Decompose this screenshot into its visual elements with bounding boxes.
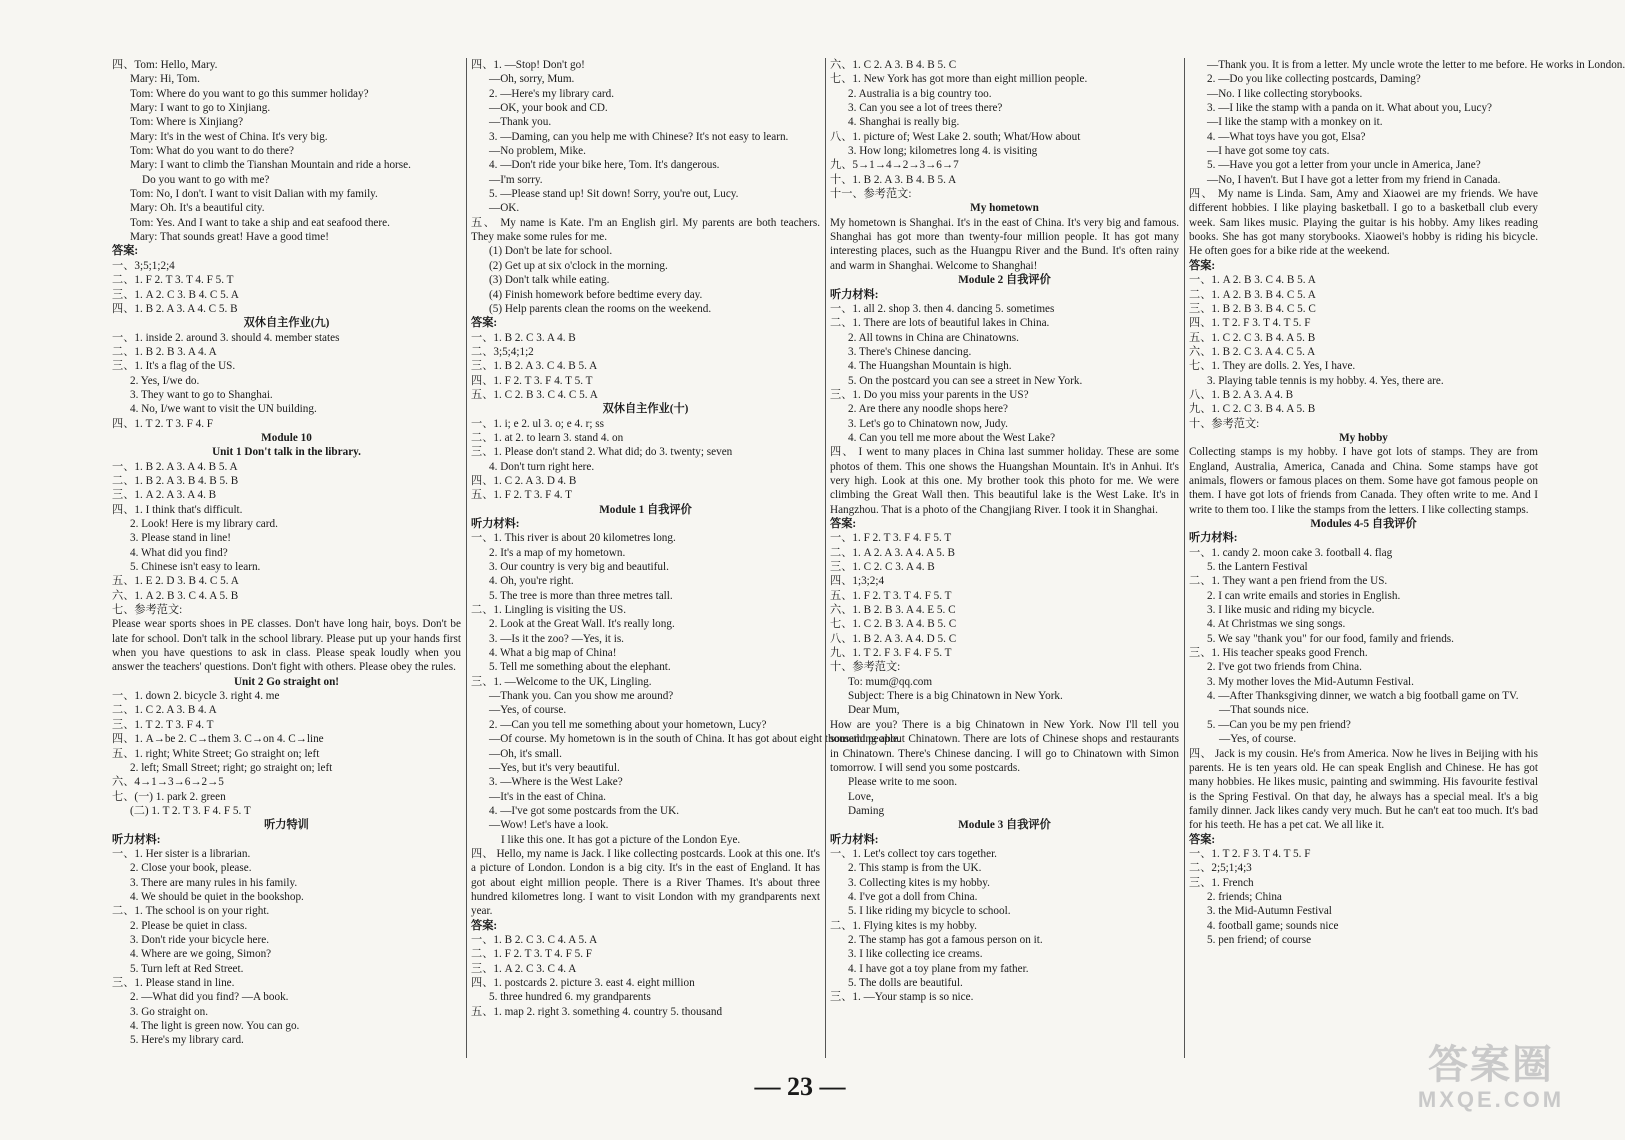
section-heading: 双休自主作业(十) [602, 403, 689, 416]
text-line: 三、1. A 2. A 3. A 4. B [112, 489, 217, 502]
text-line: Mary: Hi, Tom. [130, 73, 200, 86]
text-line: Love, [848, 790, 874, 803]
section-heading: Modules 4-5 自我评价 [1310, 518, 1417, 530]
text-line: 十一、参考范文: [830, 188, 912, 201]
text-line: 五、1. F 2. T 3. T 4. F 5. T [830, 589, 952, 602]
text-line: 4. —After Thanksgiving dinner, we watch a big football game on TV. [1207, 690, 1519, 703]
text-line: 4. I've got a doll from China. [848, 890, 978, 903]
text-line: 二、1. They want a pen friend from the US. [1189, 575, 1388, 588]
text-line: 2. Look at the Great Wall. It's really long. [489, 618, 675, 631]
text-line: 5. Tell me something about the elephant. [489, 661, 671, 674]
text-line: 4. football game; sounds nice [1207, 919, 1339, 932]
text-line: How are you? There is a big Chinatown in New York. Now I'll tell you something about Chinatown. There are lots of Chinese shops and restaurants in Chinatown. There's Chinese dancing. I will go to Chinatown with Simon tomorrow. I will send you some postcards. [830, 718, 1179, 774]
text-line: 答案: [1189, 259, 1216, 272]
columns [112, 58, 1625, 1068]
text-line: 五、1. right; White Street; Go straight on; left [112, 747, 320, 760]
section-heading: My hobby [1339, 431, 1388, 444]
text-line: —Yes, of course. [1219, 733, 1297, 746]
text-line: 三、1. Please stand in line. [112, 977, 235, 989]
text-line: —Of course. My hometown is in the south of China. It has got about eight thousand people. [489, 733, 901, 746]
text-line: Dear Mum, [848, 704, 900, 717]
text-line: 二、3;5;4;1;2 [471, 345, 534, 358]
text-line: 四、1. postcards 2. picture 3. east 4. eight million [471, 977, 695, 989]
watermark-top: 答案圈 [1428, 1043, 1554, 1087]
text-line: 十、参考范文: [1189, 417, 1260, 430]
text-line: 4. Can you tell me more about the West Lake? [848, 431, 1056, 444]
text-line: 4. No, I/we want to visit the UN building. [130, 403, 317, 416]
text-line: 答案: [1189, 833, 1216, 846]
text-line: 二、1. A 2. A 3. A 4. A 5. B [830, 546, 955, 559]
text-line: Tom: Yes. And I want to take a ship and eat seafood there. [130, 216, 390, 229]
section-heading: 听力特训 [264, 819, 309, 832]
text-line: —I have got some toy cats. [1207, 145, 1330, 158]
text-line: 2. All towns in China are Chinatowns. [848, 331, 1019, 344]
text-line: 七、1. C 2. B 3. A 4. B 5. C [830, 618, 957, 631]
text-line: 3. —Is it the zoo? —Yes, it is. [489, 632, 624, 645]
text-line: Mary: That sounds great! Have a good time! [130, 231, 329, 244]
text-line: 一、1. Her sister is a librarian. [112, 847, 251, 860]
text-line: 二、1. Lingling is visiting the US. [471, 604, 627, 617]
text-line: —Yes, but it's very beautiful. [489, 761, 620, 774]
text-line: 2. Are there any noodle shops here? [848, 403, 1008, 416]
text-line: 五、1. E 2. D 3. B 4. C 5. A [112, 575, 239, 588]
text-line: I like this one. It has got a picture of the London Eye. [501, 833, 741, 846]
text-line: 五、 My name is Kate. I'm an English girl. My parents are both teachers. They make some rules for me. [471, 216, 820, 244]
text-line: 2. I've got two friends from China. [1207, 661, 1362, 674]
text-line: 2. I can write emails and stories in English. [1207, 589, 1401, 602]
text-line: 3. Our country is very big and beautiful. [489, 561, 669, 574]
text-line: 4. What did you find? [130, 546, 228, 559]
text-line: —Wow! Let's have a look. [489, 819, 609, 832]
text-line: 3. There's Chinese dancing. [848, 345, 972, 358]
text-line: 四、1. B 2. A 3. A 4. C 5. B [112, 302, 238, 315]
text-line: 3. Playing table tennis is my hobby. 4. Yes, there are. [1207, 374, 1444, 387]
text-line: 3. There are many rules in his family. [130, 876, 298, 889]
text-line: 二、1. There are lots of beautiful lakes in China. [830, 317, 1050, 330]
text-line: 2. Yes, I/we do. [130, 374, 200, 387]
column-1 [112, 58, 461, 1068]
text-line: 2. —Do you like collecting postcards, Daming? [1207, 73, 1421, 86]
text-line: 一、1. F 2. T 3. F 4. F 5. T [830, 532, 952, 545]
text-line: 听力材料: [471, 518, 520, 530]
text-line: 四、 I went to many places in China last summer holiday. These are some photos of them. This one shows the Huangshan Mountain. It's in Anhui. It's very high. Look at this one. My brother took this photo for me. We were climbing the Great Wall then. This beautiful lake is the West Lake. It's in Hangzhou. That is a photo of the Changjiang River. I took it in Shanghai. [830, 446, 1179, 516]
text-line: 九、5→1→4→2→3→6→7 [830, 159, 959, 172]
text-line: 二、1. B 2. A 3. B 4. B 5. B [112, 474, 239, 487]
text-line: 4. —I've got some postcards from the UK. [489, 804, 679, 817]
text-line: Mary: Oh. It's a beautiful city. [130, 202, 265, 215]
text-line: 四、1. A→be 2. C→them 3. C→on 4. C→line [112, 733, 324, 746]
text-line: —It's in the east of China. [489, 790, 606, 803]
text-line: 2. left; Small Street; right; go straight on; left [130, 761, 333, 774]
text-line: 5. pen friend; of course [1207, 933, 1312, 946]
text-line: 听力材料: [830, 833, 879, 846]
text-line: 四、1. C 2. A 3. D 4. B [471, 474, 577, 487]
text-line: 九、1. C 2. C 3. B 4. A 5. B [1189, 403, 1316, 416]
text-line: 5. the Lantern Festival [1207, 561, 1308, 574]
text-line: 一、1. This river is about 20 kilometres long. [471, 532, 676, 545]
text-line: (1) Don't be late for school. [489, 245, 613, 258]
text-line: 六、4→1→3→6→2→5 [112, 776, 224, 789]
text-line: 二、1. A 2. B 3. B 4. C 5. A [1189, 288, 1316, 301]
text-line: 四、1. T 2. T 3. F 4. F [112, 417, 214, 430]
text-line: 七、1. New York has got more than eight million people. [830, 73, 1088, 86]
watermark-bottom: MXQE.COM [1417, 1087, 1565, 1112]
text-line: 三、1. A 2. C 3. B 4. C 5. A [112, 288, 239, 301]
text-line: 二、1. B 2. B 3. A 4. A [112, 345, 217, 358]
text-line: 三、1. Please don't stand 2. What did; do 3. twenty; seven [471, 446, 733, 459]
text-line: 2. The stamp has got a famous person on it. [848, 933, 1043, 946]
text-line: 五、1. C 2. C 3. B 4. A 5. B [1189, 331, 1316, 344]
text-line: 三、1. B 2. B 3. B 4. C 5. C [1189, 302, 1316, 315]
text-line: 八、1. B 2. A 3. A 4. D 5. C [830, 632, 957, 645]
text-line: 十、1. B 2. A 3. B 4. B 5. A [830, 173, 957, 186]
text-line: 三、1. —Your stamp is so nice. [830, 991, 974, 1004]
text-line: 3. I like music and riding my bicycle. [1207, 604, 1375, 617]
text-line: 七、1. They are dolls. 2. Yes, I have. [1189, 360, 1356, 373]
text-line: Please write to me soon. [848, 776, 958, 789]
text-line: 三、1. It's a flag of the US. [112, 360, 236, 373]
text-line: 4. Where are we going, Simon? [130, 948, 272, 961]
text-line: 5. Turn left at Red Street. [130, 962, 244, 975]
text-line: 3. How long; kilometres long 4. is visiting [848, 145, 1038, 158]
section-heading: Module 10 [261, 431, 312, 444]
text-line: 4. Oh, you're right. [489, 575, 574, 588]
text-line: 5. On the postcard you can see a street in New York. [848, 374, 1083, 387]
text-line: 4. Shanghai is really big. [848, 116, 960, 129]
text-line: 3. the Mid-Autumn Festival [1207, 905, 1332, 918]
text-line: 4. We should be quiet in the bookshop. [130, 890, 304, 903]
section-heading: Module 1 自我评价 [599, 503, 692, 516]
text-line: 五、1. map 2. right 3. something 4. country 5. thousand [471, 1005, 723, 1018]
text-line: 5. —Please stand up! Sit down! Sorry, you're out, Lucy. [489, 188, 739, 201]
section-heading: My hometown [970, 202, 1039, 215]
text-line: 二、1. F 2. T 3. T 4. F 5. F [471, 948, 593, 961]
text-line: 四、 Hello, my name is Jack. I like collecting postcards. Look at this one. It's a picture of London. London is a big city. It's in the east of England. It has got about eight million people. There is a River Thames. It's about three hundred kilometres long. I want to visit London with my grandparents next year. [471, 847, 820, 918]
text-line: 2. —What did you find? —A book. [130, 991, 289, 1004]
text-line: Mary: I want to go to Xinjiang. [130, 102, 271, 115]
text-line: 三、1. T 2. T 3. F 4. T [112, 718, 214, 731]
text-line: 八、1. picture of; West Lake 2. south; What/How about [830, 130, 1081, 143]
text-line: 4. Don't turn right here. [489, 460, 595, 473]
text-line: My hometown is Shanghai. It's in the east of China. It's very big and famous. Shanghai has got more than twenty-four million people. It has got many interesting places, such as the Huangpu River and the Bund. It's often rainy and warm in Shanghai. Welcome to Shanghai! [830, 216, 1179, 272]
text-line: 三、1. Do you miss your parents in the US? [830, 388, 1029, 401]
text-line: —No. I like collecting storybooks. [1207, 87, 1363, 100]
text-line: 三、1. His teacher speaks good French. [1189, 647, 1368, 660]
text-line: 3. My mother loves the Mid-Autumn Festival. [1207, 675, 1414, 688]
text-line: 答案: [471, 919, 498, 932]
text-line: 四、Tom: Hello, Mary. [112, 59, 218, 71]
text-line: Tom: What do you want to do there? [130, 145, 294, 158]
text-line: 答案: [471, 317, 498, 330]
text-line: Tom: Where is Xinjiang? [130, 116, 244, 129]
text-line: 5. Here's my library card. [130, 1034, 244, 1047]
text-line: —That sounds nice. [1219, 704, 1309, 717]
text-line: 3. —I like the stamp with a panda on it. What about you, Lucy? [1207, 102, 1493, 115]
text-line: —Yes, of course. [489, 704, 567, 717]
text-line: 2. Australia is a big country too. [848, 87, 992, 100]
column-divider [825, 58, 826, 1058]
text-line: (2) Get up at six o'clock in the morning. [489, 259, 668, 272]
text-line: 三、1. —Welcome to the UK, Lingling. [471, 675, 652, 688]
text-line: 一、3;5;1;2;4 [112, 259, 175, 272]
text-line: 四、 My name is Linda. Sam, Amy and Xiaowei are my friends. We have different hobbies. I like playing basketball. I go to a basketball club every week. Sam likes music. Playing the guitar is his hobby. Amy likes reading books. She has got many storybooks. Xiaowei's hobby is riding his bicycle. He often goes for a bike ride at the weekend. [1189, 188, 1538, 258]
text-line: 3. —Daming, can you help me with Chinese? It's not easy to learn. [489, 130, 789, 143]
text-line: 4. I have got a toy plane from my father. [848, 962, 1029, 975]
text-line: —I'm sorry. [489, 173, 543, 186]
text-line: 一、1. all 2. shop 3. then 4. dancing 5. sometimes [830, 302, 1055, 315]
text-line: 4. —Don't ride your bike here, Tom. It's dangerous. [489, 159, 720, 172]
text-line: To: mum@qq.com [848, 675, 933, 688]
text-line: 听力材料: [112, 833, 161, 846]
text-line: 3. —Where is the West Lake? [489, 776, 623, 789]
text-line: 三、1. B 2. A 3. C 4. B 5. A [471, 360, 598, 373]
text-line: —Thank you. [489, 116, 552, 129]
text-line: 答案: [830, 518, 857, 530]
text-line: 2. Please be quiet in class. [130, 919, 248, 932]
text-line: 3. Please stand in line! [130, 532, 231, 545]
text-line: (3) Don't talk while eating. [489, 274, 610, 287]
text-line: 2. —Here's my library card. [489, 87, 615, 100]
text-line: 二、1. at 2. to learn 3. stand 4. on [471, 431, 624, 444]
text-line: 5. Chinese isn't easy to learn. [130, 561, 261, 574]
page-number: — 23 — [754, 1072, 846, 1101]
text-line: 二、1. The school is on your right. [112, 905, 270, 918]
text-line: 一、1. i; e 2. ul 3. o; e 4. r; ss [471, 417, 604, 430]
section-heading: Unit 1 Don't talk in the library. [212, 446, 361, 459]
column-divider [1184, 58, 1185, 1058]
text-line: —OK, your book and CD. [489, 102, 608, 115]
text-line: 三、1. A 2. C 3. C 4. A [471, 962, 577, 975]
text-line: 答案: [112, 245, 139, 258]
text-line: —Oh, sorry, Mum. [489, 73, 575, 86]
text-line: 2. —Can you tell me something about your hometown, Lucy? [489, 718, 767, 731]
text-line: 一、1. T 2. F 3. T 4. T 5. F [1189, 847, 1311, 860]
text-line: 3. I like collecting ice creams. [848, 948, 983, 961]
text-line: 3. Can you see a lot of trees there? [848, 102, 1003, 115]
column-3 [830, 58, 1179, 1068]
text-line: Mary: I want to climb the Tianshan Mountain and ride a horse. [130, 159, 411, 172]
text-line: 5. —Have you got a letter from your uncle in America, Jane? [1207, 159, 1481, 172]
text-line: 六、1. B 2. C 3. A 4. C 5. A [1189, 345, 1316, 358]
text-line: 二、1. C 2. A 3. B 4. A [112, 704, 217, 717]
text-line: 八、1. B 2. A 3. A 4. B [1189, 388, 1294, 401]
text-line: 一、1. A 2. B 3. C 4. B 5. A [1189, 274, 1316, 287]
text-line: 二、2;5;1;4;3 [1189, 862, 1252, 875]
text-line: 5. The dolls are beautiful. [848, 977, 963, 989]
text-line: Daming [848, 804, 885, 817]
text-line: 3. Let's go to Chinatown now, Judy. [848, 417, 1008, 430]
text-line: —No, I haven't. But I have got a letter from my friend in Canada. [1207, 173, 1501, 186]
text-line: 2. friends; China [1207, 890, 1282, 903]
text-line: —OK. [489, 202, 520, 215]
text-line: 4. At Christmas we sing songs. [1207, 618, 1346, 631]
text-line: 五、1. C 2. B 3. C 4. C 5. A [471, 388, 598, 401]
section-heading: 双休自主作业(九) [243, 317, 330, 330]
text-line: 四、1. F 2. T 3. F 4. T 5. T [471, 374, 593, 387]
text-line: 一、1. B 2. A 3. A 4. B 5. A [112, 460, 238, 473]
text-line: 十、参考范文: [830, 661, 901, 674]
text-line: 五、1. F 2. T 3. F 4. T [471, 489, 573, 502]
text-line: 5. three hundred 6. my grandparents [489, 991, 651, 1004]
text-line: 四、 Jack is my cousin. He's from America. Now he lives in Beijing with his parents. He is ten years old. He can speak English and Chinese. He has got many hobbies. He likes music, painting and swimming. His favourite festival is the Spring Festival. On that day, he always has a special meal. It's a big family dinner. Jack likes candy very much. But he can't eat too much. It's bad for his teeth. He has a pet cat. We all like it. [1189, 747, 1538, 832]
text-line: 四、1. I think that's difficult. [112, 503, 243, 516]
text-line: —Oh, it's small. [489, 747, 562, 760]
text-line: 一、1. B 2. C 3. A 4. B [471, 331, 576, 344]
text-line: Tom: Where do you want to go this summer holiday? [130, 87, 369, 100]
text-line: —Thank you. It is from a letter. My uncle wrote the letter to me before. He works in London. [1207, 59, 1625, 71]
text-line: 一、1. candy 2. moon cake 3. football 4. flag [1189, 546, 1393, 559]
text-line: 一、1. B 2. C 3. C 4. A 5. A [471, 933, 598, 946]
text-line: 5. I like riding my bicycle to school. [848, 905, 1011, 918]
text-line: 4. The light is green now. You can go. [130, 1020, 300, 1033]
text-line: Subject: There is a big Chinatown in New York. [848, 690, 1063, 703]
text-line: 二、1. Flying kites is my hobby. [830, 919, 977, 932]
text-line: Do you want to go with me? [142, 173, 270, 186]
text-line: 一、1. inside 2. around 3. should 4. member states [112, 331, 340, 344]
text-line: 六、1. A 2. B 3. C 4. A 5. B [112, 589, 239, 602]
text-line: 3. Don't ride your bicycle here. [130, 933, 270, 946]
text-line: 四、1. —Stop! Don't go! [471, 59, 585, 71]
text-line: 七、参考范文: [112, 604, 183, 617]
text-line: Please wear sports shoes in PE classes. Don't have long hair, boys. Don't be late for school. Don't talk in the school library. Please put up your hands first when you have questions to ask in class. Please speak loudly when you answer the teachers' questions. Don't fight with others. Please obey the rules. [112, 618, 461, 674]
text-line: 5. The tree is more than three metres tall. [489, 589, 673, 602]
text-line: 七、(一) 1. park 2. green [112, 790, 226, 803]
text-line: 三、1. C 2. C 3. A 4. B [830, 561, 935, 574]
text-line: 一、1. down 2. bicycle 3. right 4. me [112, 690, 280, 703]
text-line: 4. —What toys have you got, Elsa? [1207, 130, 1366, 143]
text-line: 5. —Can you be my pen friend? [1207, 718, 1351, 731]
text-line: 2. It's a map of my hometown. [489, 546, 626, 559]
text-line: 4. The Huangshan Mountain is high. [848, 360, 1012, 373]
text-line: 四、1. T 2. F 3. T 4. T 5. F [1189, 317, 1311, 330]
text-line: 3. Go straight on. [130, 1005, 208, 1018]
text-line: (二) 1. T 2. T 3. F 4. F 5. T [130, 804, 251, 817]
column-divider [466, 58, 467, 1058]
text-line: 2. This stamp is from the UK. [848, 862, 982, 875]
text-line: 3. Collecting kites is my hobby. [848, 876, 990, 889]
section-heading: Module 2 自我评价 [958, 274, 1051, 287]
text-line: 六、1. C 2. A 3. B 4. B 5. C [830, 59, 957, 71]
text-line: 一、1. Let's collect toy cars together. [830, 847, 997, 860]
text-line: Mary: It's in the west of China. It's very big. [130, 130, 328, 143]
text-line: 三、1. French [1189, 876, 1254, 889]
text-line: —Thank you. Can you show me around? [489, 690, 674, 703]
text-line: (5) Help parents clean the rooms on the weekend. [489, 302, 712, 315]
text-line: 5. We say "thank you" for our food, family and friends. [1207, 632, 1454, 645]
text-line: Tom: No, I don't. I want to visit Dalian with my family. [130, 188, 378, 201]
text-line: 二、1. F 2. T 3. T 4. F 5. T [112, 274, 234, 287]
text-line: 听力材料: [830, 288, 879, 301]
text-line: (4) Finish homework before bedtime every day. [489, 288, 703, 301]
text-line: —No problem, Mike. [489, 145, 586, 158]
section-heading: Unit 2 Go straight on! [233, 675, 340, 688]
text-line: 四、1;3;2;4 [830, 575, 885, 588]
text-line: 六、1. B 2. B 3. A 4. E 5. C [830, 604, 956, 617]
watermark-logo [1416, 1042, 1566, 1122]
text-line: 九、1. T 2. F 3. F 4. F 5. T [830, 647, 952, 660]
text-line: 2. Close your book, please. [130, 862, 252, 875]
text-line: 听力材料: [1189, 532, 1238, 545]
text-line: —I like the stamp with a monkey on it. [1207, 116, 1383, 129]
text-line: 4. What a big map of China! [489, 647, 617, 660]
section-heading: Module 3 自我评价 [958, 819, 1051, 832]
text-line: 3. They want to go to Shanghai. [130, 388, 273, 401]
text-line: Collecting stamps is my hobby. I have got lots of stamps. They are from England, Australia, America, Canada and China. Some stamps have got animals, flowers or famous places on them. Some have got famous people on them. I have got lots of friends from Canada. They often write to me. And I write to them too. I like the stamps from the letters. I like collecting stamps. [1189, 446, 1538, 516]
text-line: 2. Look! Here is my library card. [130, 518, 278, 530]
